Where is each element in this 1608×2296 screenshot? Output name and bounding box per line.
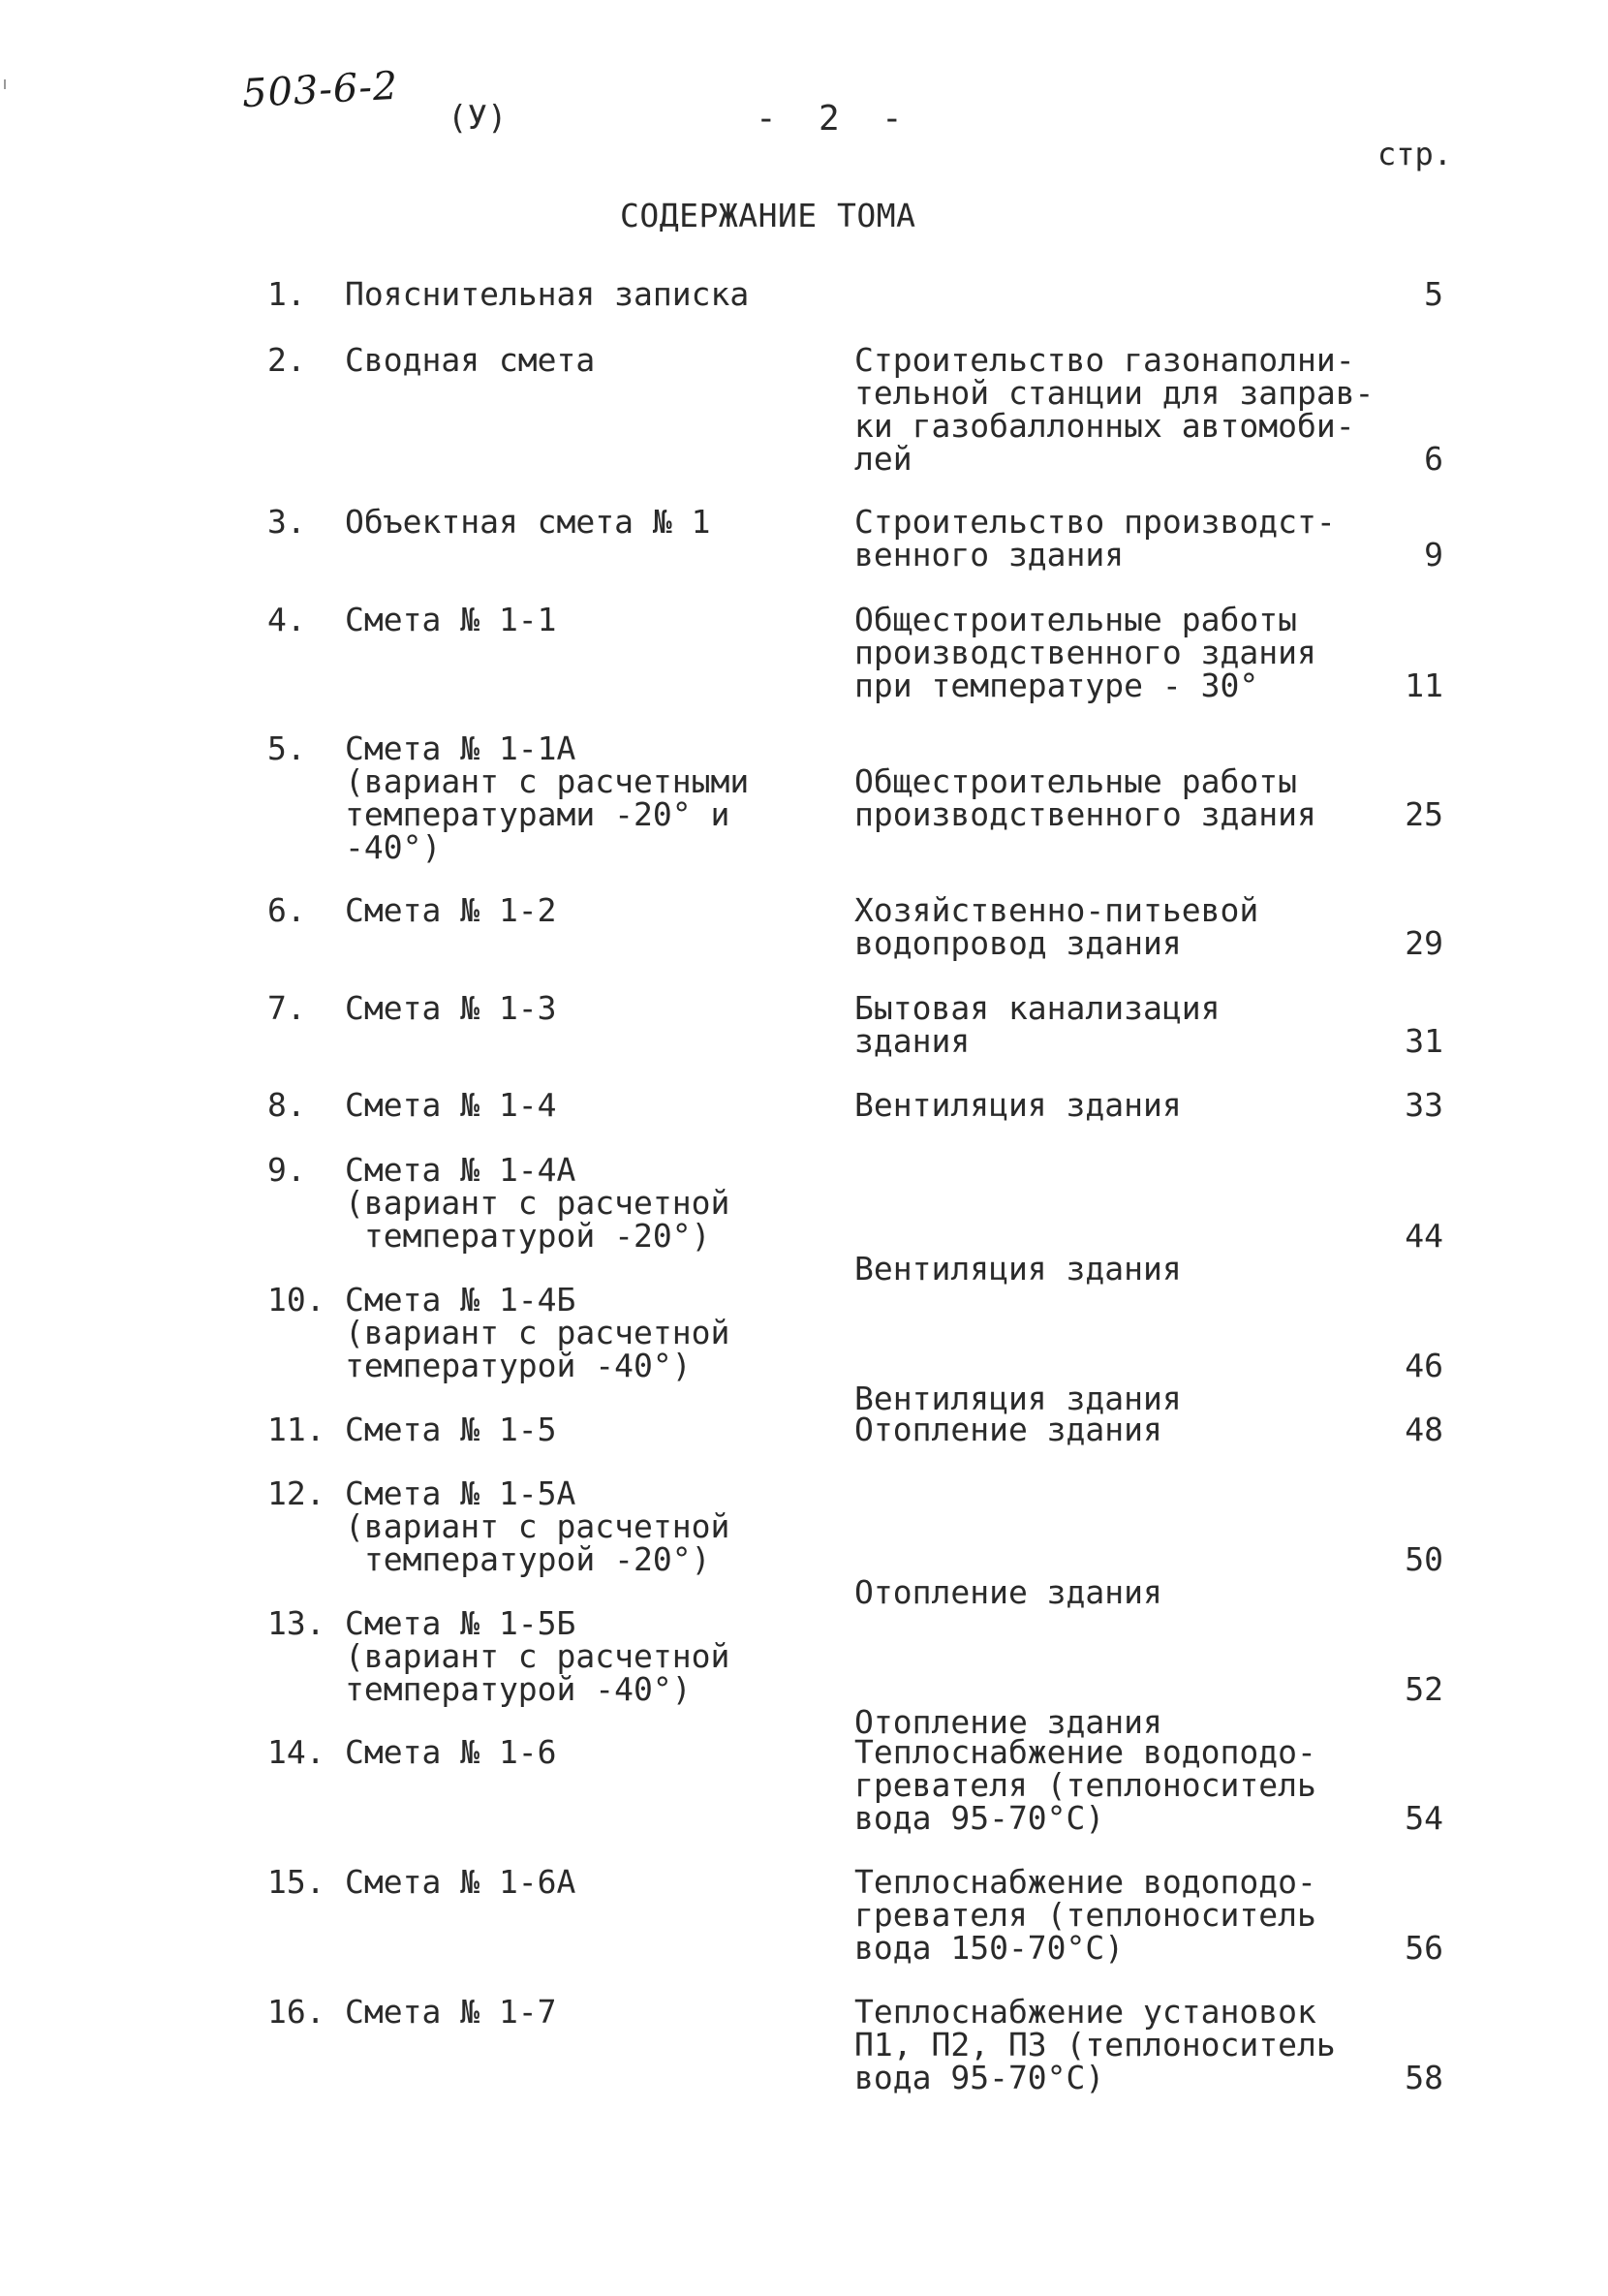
entry-number: 16.: [267, 1993, 325, 2031]
entry-description: Отопление здания: [854, 1703, 1162, 1741]
entry-page: 44: [1405, 1217, 1443, 1255]
entry-description: Теплоснабжение водоподо- гревателя (теплоноситель вода 150-70°С): [854, 1863, 1316, 1967]
entry-title: Смета № 1-3: [345, 989, 557, 1027]
entry-number: 13.: [267, 1604, 325, 1642]
entry-title: Смета № 1-5Б (вариант с расчетной температурой -40°): [345, 1604, 730, 1708]
page-number: - 2 -: [756, 99, 903, 139]
page-column-label: стр.: [1377, 136, 1453, 172]
entry-page: 52: [1405, 1670, 1443, 1708]
entry-page: 31: [1405, 1022, 1443, 1060]
entry-page: 11: [1405, 667, 1443, 704]
entry-description: Хозяйственно-питьевой водопровод здания: [854, 891, 1259, 962]
entry-title: Смета № 1-4Б (вариант с расчетной температурой -40°): [345, 1281, 730, 1384]
entry-number: 6.: [267, 891, 306, 929]
entry-number: 14.: [267, 1733, 325, 1771]
handwritten-document-code: 503-6-2: [240, 63, 400, 117]
entry-number: 8.: [267, 1086, 306, 1124]
entry-title: Смета № 1-5: [345, 1411, 557, 1448]
entry-page: 6: [1424, 440, 1443, 478]
entry-number: 4.: [267, 601, 306, 638]
entry-number: 5.: [267, 729, 306, 767]
entry-description: Теплоснабжение водоподо- гревателя (теплоноситель вода 95-70°С): [854, 1733, 1316, 1837]
entry-page: 48: [1405, 1411, 1443, 1448]
entry-title: Смета № 1-1А (вариант с расчетными температурами -20° и -40°): [345, 729, 750, 866]
toc-title: СОДЕРЖАНИЕ ТОМА: [620, 197, 916, 234]
entry-title: Смета № 1-5А (вариант с расчетной температурой -20°): [345, 1474, 730, 1578]
entry-page: 50: [1405, 1540, 1443, 1578]
entry-title: Объектная смета № 1: [345, 503, 711, 541]
entry-number: 2.: [267, 341, 306, 379]
entry-description: Отопление здания: [854, 1411, 1162, 1448]
entry-description: Общестроительные работы производственного здания при температуре - 30°: [854, 601, 1316, 704]
entry-title: Смета № 1-4: [345, 1086, 557, 1124]
entry-title: Смета № 1-6: [345, 1733, 557, 1771]
entry-number: 15.: [267, 1863, 325, 1901]
entry-page: 54: [1405, 1799, 1443, 1837]
entry-description: Вентиляция здания: [854, 1086, 1182, 1124]
entry-description: Теплоснабжение установок П1, П2, П3 (теплоноситель вода 95-70°С): [854, 1993, 1336, 2096]
entry-title: Пояснительная записка: [345, 275, 750, 313]
document-marker: (У): [448, 99, 508, 138]
entry-number: 10.: [267, 1281, 325, 1319]
entry-title: Смета № 1-4А (вариант с расчетной температурой -20°): [345, 1151, 730, 1255]
entry-title: Смета № 1-7: [345, 1993, 557, 2031]
entry-page: 5: [1424, 275, 1443, 313]
entry-description: Вентиляция здания: [854, 1250, 1182, 1288]
entry-number: 1.: [267, 275, 306, 313]
entry-page: 25: [1405, 795, 1443, 833]
entry-page: 29: [1405, 924, 1443, 962]
entry-page: 46: [1405, 1347, 1443, 1384]
entry-description: Бытовая канализация здания: [854, 989, 1221, 1060]
entry-page: 58: [1405, 2059, 1443, 2096]
entry-number: 12.: [267, 1474, 325, 1512]
entry-number: 11.: [267, 1411, 325, 1448]
entry-description: Общестроительные работы производственного здания: [854, 762, 1316, 833]
entry-title: Смета № 1-6А: [345, 1863, 576, 1901]
entry-description: Отопление здания: [854, 1573, 1162, 1611]
entry-page: 33: [1405, 1086, 1443, 1124]
entry-title: Смета № 1-2: [345, 891, 557, 929]
entry-description: Строительство газонаполни- тельной станции для заправ- ки газобаллонных автомоби- лей: [854, 341, 1375, 478]
entry-title: Смета № 1-1: [345, 601, 557, 638]
entry-description: Строительство производст- венного здания: [854, 503, 1336, 574]
entry-number: 9.: [267, 1151, 306, 1189]
entry-title: Сводная смета: [345, 341, 596, 379]
entry-page: 9: [1424, 536, 1443, 574]
entry-description: Вентиляция здания: [854, 1380, 1182, 1417]
entry-page: 56: [1405, 1929, 1443, 1967]
entry-number: 3.: [267, 503, 306, 541]
entry-number: 7.: [267, 989, 306, 1027]
